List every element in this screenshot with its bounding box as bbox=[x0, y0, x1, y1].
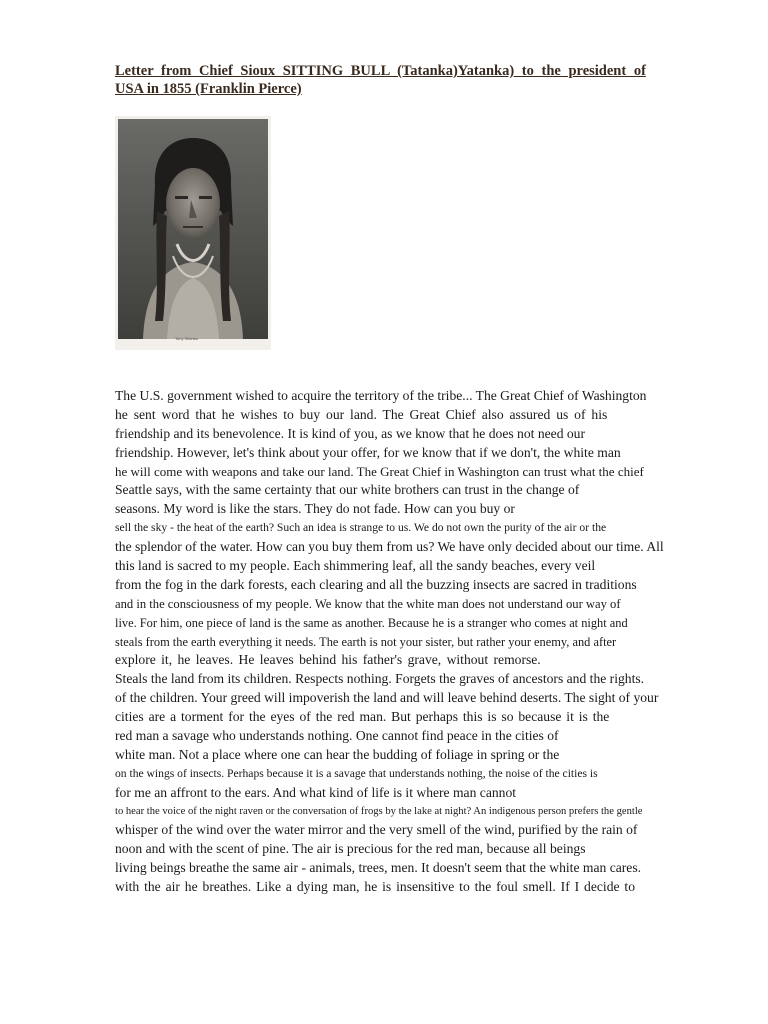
text-line: white man. Not a place where one can hear the budding of foliage in spring or the bbox=[115, 746, 560, 762]
text-line: of the children. Your greed will impoverish the land and will leave behind deserts. The sight of your bbox=[115, 690, 659, 706]
text-line: friendship and its benevolence. It is kind of you, as we know that he does not need our bbox=[115, 425, 586, 441]
portrait-photo bbox=[115, 116, 271, 350]
text-line: seasons. My word is like the stars. They do not fade. How can you buy or bbox=[115, 501, 515, 517]
text-line: he sent word that he wishes to buy our land. The Great Chief also assured us of his bbox=[115, 406, 608, 422]
text-line: explore it, he leaves. He leaves behind his father's grave, without remorse. bbox=[115, 652, 541, 668]
text-line: red man a savage who understands nothing. One cannot find peace in the cities of bbox=[115, 728, 559, 744]
text-line: for me an affront to the ears. And what kind of life is it where man cannot bbox=[115, 784, 517, 800]
text-line: living beings breathe the same air - animals, trees, men. It doesn't seem that the white man cares. bbox=[115, 860, 642, 876]
text-line: The U.S. government wished to acquire the territory of the tribe... The Great Chief of Washington bbox=[115, 388, 647, 403]
text-line: sell the sky - the heat of the earth? Such an idea is strange to us. We do not own the purity of the air or the bbox=[115, 521, 607, 535]
text-line: and in the consciousness of my people. We know that the white man does not understand our way of bbox=[115, 596, 621, 611]
letter-body bbox=[115, 387, 733, 897]
text-line: from the fog in the dark forests, each clearing and all the buzzing insects are sacred in traditions bbox=[115, 576, 637, 592]
text-line: this land is sacred to my people. Each shimmering leaf, all the sandy beaches, every veil bbox=[115, 558, 596, 574]
title-line-2: USA in 1855 (Franklin Pierce) bbox=[115, 81, 302, 97]
photo-caption: Tony Sitanka bbox=[175, 336, 198, 341]
text-line: he will come with weapons and take our land. The Great Chief in Washington can trust what the chief bbox=[115, 463, 644, 479]
text-line: on the wings of insects. Perhaps because it is a savage that understands nothing, the noise of the cities is bbox=[115, 766, 598, 780]
text-line: the splendor of the water. How can you buy them from us? We have only decided about our time. All bbox=[115, 539, 664, 555]
title-line-1: Letter from Chief Sioux SITTING BULL (Tatanka)Yatanka) to the president of bbox=[115, 63, 646, 79]
text-line: whisper of the wind over the water mirror and the very smell of the wind, purified by the rain of bbox=[115, 822, 638, 838]
text-line: steals from the earth everything it needs. The earth is not your sister, but rather your enemy, and after bbox=[115, 634, 617, 649]
text-line: noon and with the scent of pine. The air is precious for the red man, because all beings bbox=[115, 841, 586, 857]
text-line: friendship. However, let's think about your offer, for we know that if we don't, the white man bbox=[115, 444, 621, 460]
text-line: with the air he breathes. Like a dying man, he is insensitive to the foul smell. If I decide to bbox=[115, 879, 636, 895]
text-line: to hear the voice of the night raven or the conversation of frogs by the lake at night? An indigenous person prefers the gentle bbox=[115, 805, 643, 817]
text-line: Seattle says, with the same certainty that our white brothers can trust in the change of bbox=[115, 482, 580, 498]
document-title bbox=[115, 62, 725, 98]
text-line: live. For him, one piece of land is the same as another. Because he is a stranger who comes at night and bbox=[115, 615, 628, 630]
text-line: cities are a torment for the eyes of the red man. But perhaps this is so because it is the bbox=[115, 709, 610, 725]
text-line: Steals the land from its children. Respects nothing. Forgets the graves of ancestors and the rights. bbox=[115, 671, 645, 687]
